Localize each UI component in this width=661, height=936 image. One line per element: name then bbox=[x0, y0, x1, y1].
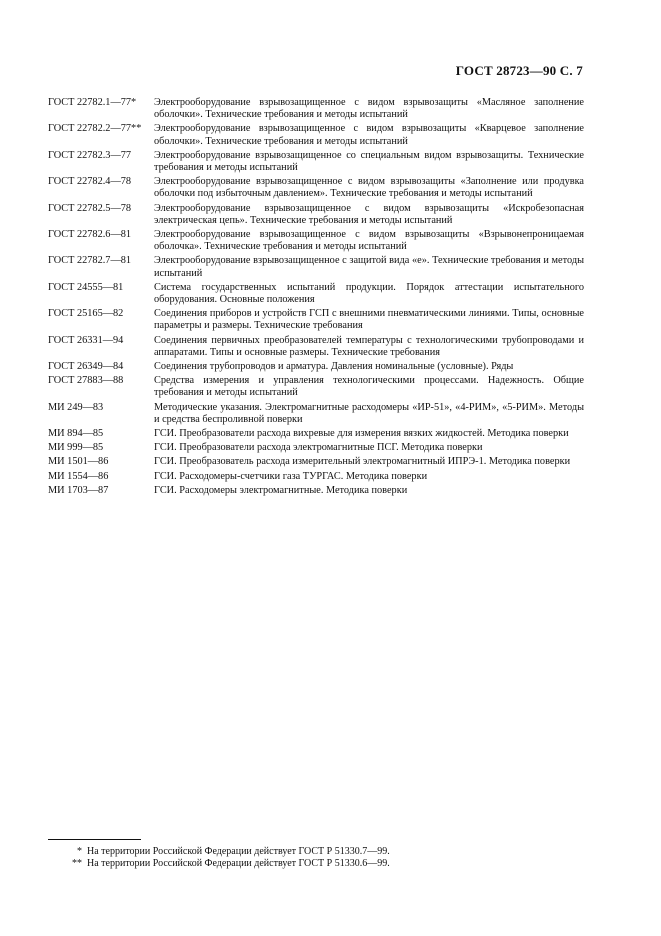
reference-title: ГСИ. Преобразователи расхода электромагнитные ПСГ. Методика поверки bbox=[154, 442, 483, 454]
footnotes bbox=[48, 846, 568, 870]
reference-row bbox=[48, 442, 584, 454]
reference-row bbox=[48, 402, 584, 426]
reference-code: ГОСТ 22782.5—78 bbox=[48, 202, 132, 214]
reference-row bbox=[48, 176, 584, 200]
reference-row bbox=[48, 255, 584, 279]
page-header: ГОСТ 28723—90 С. 7 bbox=[455, 63, 583, 78]
reference-row bbox=[48, 282, 584, 306]
reference-title: Электрооборудование взрывозащищенное с видом взрывозащиты «Масляное заполнение оболочки». Технические требования и методы испытаний bbox=[154, 97, 584, 121]
reference-code: МИ 1554—86 bbox=[48, 470, 109, 482]
reference-code: МИ 1501—86 bbox=[48, 456, 109, 468]
reference-row bbox=[48, 308, 584, 332]
reference-title: Электрооборудование взрывозащищенное с видом взрывозащиты «Взрывонепроницаемая оболочка». Технические требования и методы испытаний bbox=[154, 229, 584, 253]
reference-title: Электрооборудование взрывозащищенное со специальным видом взрывозащиты. Технические требования и методы испытаний bbox=[154, 149, 584, 174]
footnote-text: На территории Российской Федерации действует ГОСТ Р 51330.7—99. bbox=[87, 846, 390, 857]
reference-row bbox=[48, 428, 584, 440]
reference-code: МИ 999—85 bbox=[48, 442, 104, 454]
reference-row bbox=[48, 335, 584, 359]
reference-title: ГСИ. Расходомеры электромагнитные. Методика поверки bbox=[154, 484, 408, 496]
reference-title: Соединения первичных преобразователей температуры с технологическими трубопроводами и аппаратами. Типы и основные размеры. Технические требования bbox=[154, 334, 584, 358]
reference-code: ГОСТ 26331—94 bbox=[48, 334, 124, 346]
reference-title: ГСИ. Преобразователи расхода вихревые для измерения вязких жидкостей. Методика поверки bbox=[154, 428, 569, 440]
reference-code: ГОСТ 24555—81 bbox=[48, 281, 124, 293]
footnote bbox=[48, 858, 568, 870]
reference-title: ГСИ. Преобразователь расхода измерительный электромагнитный ИПРЭ-1. Методика поверки bbox=[154, 456, 571, 468]
reference-code: МИ 1703—87 bbox=[48, 484, 109, 496]
reference-title: Средства измерения и управления технологическими процессами. Надежность. Общие требования и методы испытаний bbox=[154, 375, 584, 399]
footnote bbox=[48, 846, 568, 858]
reference-row bbox=[48, 150, 584, 174]
reference-row bbox=[48, 97, 584, 121]
reference-row bbox=[48, 375, 584, 399]
reference-code: МИ 249—83 bbox=[48, 401, 104, 413]
reference-code: ГОСТ 22782.1—77* bbox=[48, 97, 137, 108]
reference-code: ГОСТ 22782.6—81 bbox=[48, 229, 132, 241]
reference-code: ГОСТ 22782.2—77** bbox=[48, 123, 142, 135]
reference-code: ГОСТ 27883—88 bbox=[48, 375, 124, 387]
footnote-text: На территории Российской Федерации действует ГОСТ Р 51330.6—99. bbox=[87, 858, 390, 869]
reference-row bbox=[48, 361, 584, 373]
reference-code: ГОСТ 22782.4—78 bbox=[48, 176, 132, 188]
reference-row bbox=[48, 485, 584, 497]
reference-code: ГОСТ 25165—82 bbox=[48, 308, 124, 320]
reference-title: Электрооборудование взрывозащищенное с видом взрывозащиты «Кварцевое заполнение оболочки». Технические требования и методы испытаний bbox=[154, 123, 584, 147]
reference-code: ГОСТ 26349—84 bbox=[48, 361, 124, 373]
reference-title: ГСИ. Расходомеры-счетчики газа ТУРГАС. Методика поверки bbox=[154, 470, 428, 482]
reference-title: Электрооборудование взрывозащищенное с защитой вида «е». Технические требования и методы испытаний bbox=[154, 255, 584, 279]
reference-code: МИ 894—85 bbox=[48, 428, 104, 440]
reference-list bbox=[48, 97, 584, 499]
reference-code: ГОСТ 22782.7—81 bbox=[48, 255, 132, 267]
footnote-mark: ** bbox=[72, 858, 82, 869]
reference-title: Электрооборудование взрывозащищенное с видом взрывозащиты «Заполнение или продувка оболочки под избыточным давлением». Технические требования и методы испытаний bbox=[154, 176, 584, 200]
reference-title: Методические указания. Электромагнитные расходомеры «ИР-51», «4-РИМ», «5-РИМ». Методы и средства беспроливной поверки bbox=[154, 401, 584, 425]
reference-row bbox=[48, 203, 584, 227]
reference-row bbox=[48, 229, 584, 253]
reference-title: Соединения приборов и устройств ГСП с внешними пневматическими линиями. Типы, основные параметры и размеры. Технические требования bbox=[154, 308, 584, 332]
reference-title: Система государственных испытаний продукции. Порядок аттестации испытательного оборудования. Основные положения bbox=[154, 281, 584, 306]
footnote-mark: * bbox=[77, 846, 82, 857]
reference-code: ГОСТ 22782.3—77 bbox=[48, 149, 132, 161]
reference-title: Соединения трубопроводов и арматура. Давления номинальные (условные). Ряды bbox=[154, 361, 514, 373]
reference-row bbox=[48, 123, 584, 147]
reference-row bbox=[48, 471, 584, 483]
reference-row bbox=[48, 456, 584, 468]
footnote-divider bbox=[48, 839, 141, 840]
reference-title: Электрооборудование взрывозащищенное с видом взрывозащиты «Искробезопасная электрическая цепь». Технические требования и методы испытаний bbox=[154, 202, 584, 226]
